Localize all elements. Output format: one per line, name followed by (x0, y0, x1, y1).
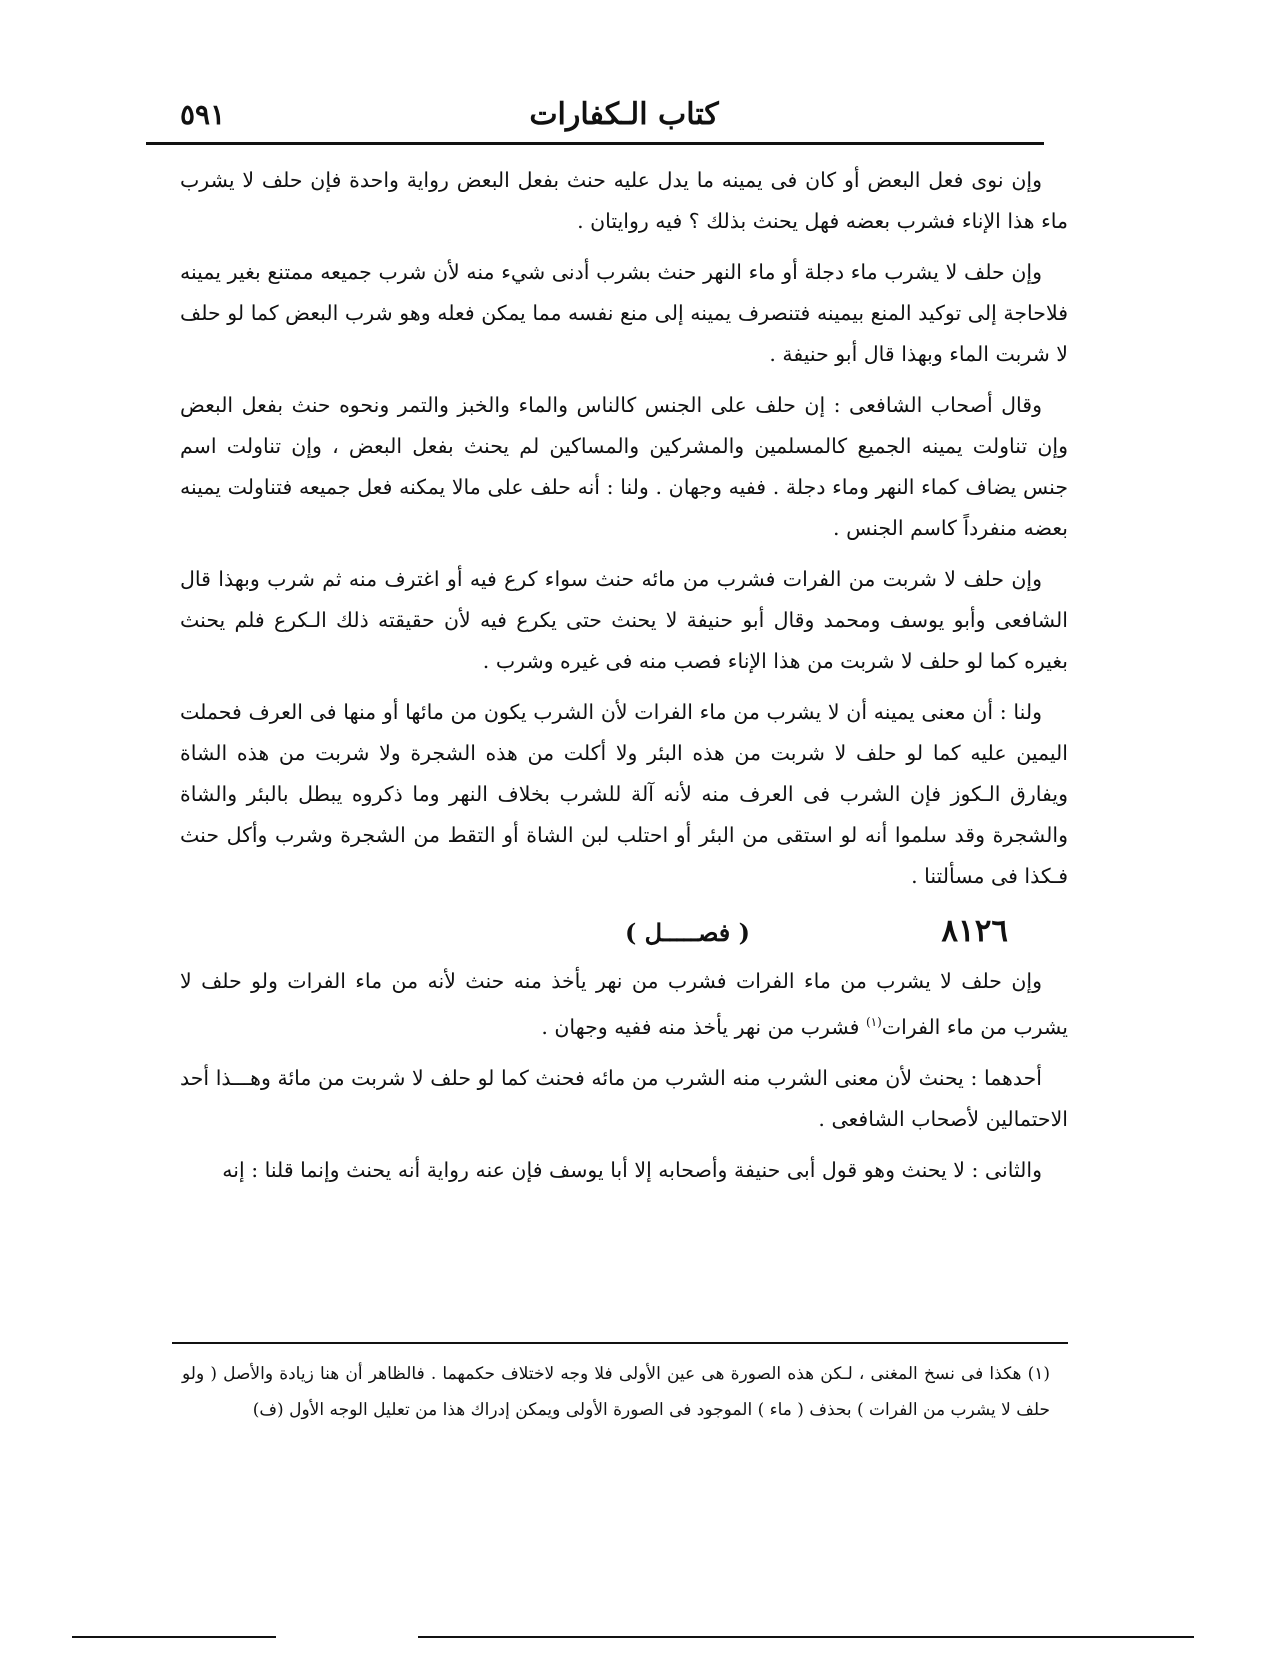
book-title: كتاب الـكفارات (529, 97, 719, 132)
paragraph-text: وإن حلف لا يشرب من ماء الفرات فشرب من نهر يأخذ منه حنث لأنه من ماء الفرات ولو حلف لا يشرب من ماء الفرات (180, 969, 1068, 1039)
bottom-rule-right (418, 1636, 1194, 1638)
paragraph: وإن حلف لا شربت من الفرات فشرب من مائه حنث سواء كرع فيه أو اغترف منه ثم شرب وبهذا قال الشافعى وأبو يوسف ومحمد وقال أبو حنيفة لا يحنث حتى يكرع فيه لأن حقيقته ذلك الـكرع فلم يحنث بغيره كما لو حلف لا شربت من هذا الإناء فصب منه فى غيره وشرب . (180, 567, 1068, 673)
paragraph: ولنا : أن معنى يمينه أن لا يشرب من ماء الفرات لأن الشرب يكون من مائها أو منها فى العرف فحملت اليمين عليه كما لو حلف لا شربت من هذه البئر ولا أكلت من هذه الشجرة ولا شربت من هذه الشاة ويفارق الـكوز فإن الشرب فى العرف منه لأنه آلة للشرب بخلاف النهر وما ذكروه يبطل بالبئر والشاة والشجرة وقد سلموا أنه لو استقى من البئر أو احتلب لبن الشاة أو التقط من الشجرة وشرب وأكل حنث فـكذا فى مسألتنا . (180, 700, 1068, 888)
page-number: ٥٩١ (180, 98, 226, 131)
paragraph-text: فشرب من نهر يأخذ منه ففيه وجهان . (541, 1014, 866, 1039)
footnote-divider (172, 1342, 1068, 1344)
paragraph-with-footnote-ref (180, 961, 1068, 1048)
footnote-reference: (١) (865, 1015, 882, 1029)
header-divider (146, 142, 1044, 145)
page-header (180, 92, 1068, 138)
section-title: ( فصـــــل ) (624, 918, 750, 947)
paragraph: والثانى : لا يحنث وهو قول أبى حنيفة وأصحابه إلا أبا يوسف فإن عنه رواية أنه يحنث وإنما قلنا : إنه (222, 1157, 1042, 1182)
footnote (182, 1356, 1050, 1428)
footnote-text: (١) هكذا فى نسخ المغنى ، لـكن هذه الصورة هى عين الأولى فلا وجه لاختلاف حكمهما . فالظاهر أن هنا زيادة والأصل ( ولو حلف لا يشرب من الفرات ) بحذف ( ماء ) الموجود فى الصورة الأولى ويمكن إدراك هذا من تعليل الوجه الأول (ف) (182, 1364, 1050, 1420)
paragraph: أحدهما : يحنث لأن معنى الشرب منه الشرب من مائه فحنث كما لو حلف لا شربت من مائة وهـــذا أحد الاحتمالين لأصحاب الشافعى . (180, 1065, 1068, 1131)
section-heading (180, 907, 1068, 957)
main-text (180, 160, 1068, 1201)
section-number: ٨١٢٦ (941, 913, 1008, 949)
bottom-rule-left (72, 1636, 276, 1638)
paragraph: وقال أصحاب الشافعى : إن حلف على الجنس كالناس والماء والخبز والتمر ونحوه حنث بفعل البعض وإن تناولت يمينه الجميع كالمسلمين والمشركين والمساكين لم يحنث بفعل البعض ، وإن تناولت اسم جنس يضاف كماء النهر وماء دجلة . ففيه وجهان . ولنا : أنه حلف على مالا يمكنه فعل جميعه فتناولت يمينه بعضه منفرداً كاسم الجنس . (180, 393, 1068, 540)
paragraph: وإن حلف لا يشرب ماء دجلة أو ماء النهر حنث بشرب أدنى شيء منه لأن شرب جميعه ممتنع بغير يمينه فلاحاجة إلى توكيد المنع بيمينه فتنصرف يمينه إلى منع نفسه مما يمكن فعله وهو شرب البعض كما لو حلف لا شربت الماء وبهذا قال أبو حنيفة . (180, 260, 1068, 366)
paragraph: وإن نوى فعل البعض أو كان فى يمينه ما يدل عليه حنث بفعل البعض رواية واحدة فإن حلف لا يشرب ماء هذا الإناء فشرب بعضه فهل يحنث بذلك ؟ فيه روايتان . (180, 168, 1068, 233)
